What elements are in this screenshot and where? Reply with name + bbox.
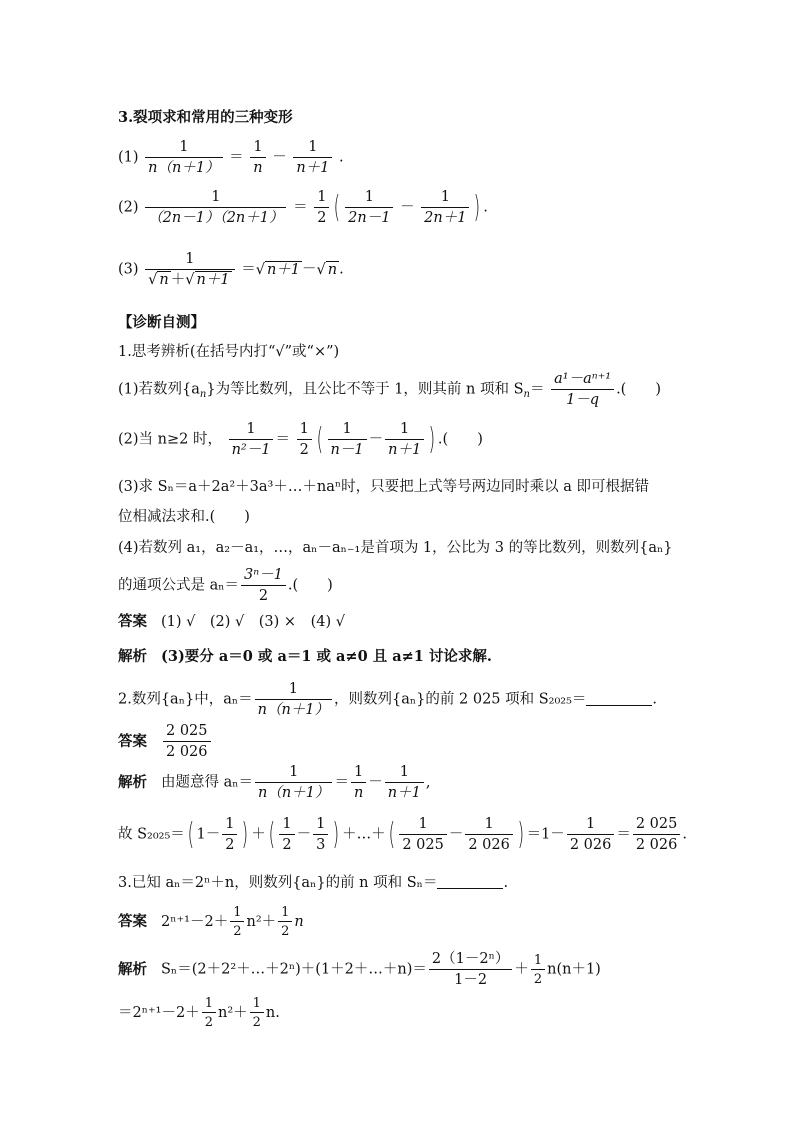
q1-analysis: 解析 (3)要分 a＝0 或 a＝1 或 a≠0 且 a≠1 讨论求解. [118,648,492,665]
q2-question: 2.数列{aₙ}中，aₙ＝ $\frac{1}{n(n+1)}$ ，则数列{aₙ}的前 2 025 项和 S₂₀₂₅＝ . [118,681,658,718]
analysis-label: 解析 [118,648,147,665]
q1-answer [118,615,345,630]
q1-item-4-line-2: 的通项公式是 aₙ＝ $\frac{\text{3ⁿ－1}}{2}$ .( ) [118,567,333,604]
q1-item-4-line-1: (4)若数列 a₁，a₂－a₁，…，aₙ－aₙ₋₁是首项为 1，公比为 3 的等比数列，则数列{aₙ} [118,540,673,556]
formula-3: (3) $\frac{1}{√ n +√ n+1}$ ＝√ n＋1 －√ n . [118,251,344,288]
formula-1: (1) $\frac{1}{n(n+1)}$ ＝ $\frac{1}{n}$ － $\frac{1}{n+1}$ . [118,139,344,176]
q1-item-1: (1)若数列$\{a_n\}$为等比数列，且公比不等于 1，则其前 n 项和 $S_n=$ $\frac{\text{a¹－aⁿ⁺¹}}{1-q}$ .( ) [118,371,661,408]
section-title: 3.裂项求和常用的三种变形 [118,109,293,126]
q3-analysis-line-1: 解析 Sₙ＝(2＋2²＋…＋2ⁿ)＋(1＋2＋…＋n)＝ $\frac{\text{2（1－2ⁿ）}}{1-2}$ ＋ $\frac{1}{2}$ n(n＋1) [118,951,601,988]
answer-blank [437,888,503,889]
answer-value: (1) √ (2) √ (3) × (4) √ [161,614,345,630]
q1-item-3-line-1: (3)求 Sₙ＝a＋2a²＋3a³＋…＋naⁿ时，只要把上式等号两边同时乘以 a 即可根据错 [118,479,649,495]
q3-question: 3.已知 aₙ＝2ⁿ＋n，则数列{aₙ}的前 n 项和 Sₙ＝ . [118,875,509,891]
q1-item-2: (2)当 n≥2 时， $\frac{1}{\text{n²－1}}$ ＝ $\frac{1}{2}$ ( $\frac{1}{n-1}$ － $\frac{1}{n+1}$ ) .( ) [118,421,483,458]
q3-answer: 答案 2ⁿ⁺¹－2＋ $\frac{1}{2}$ n²＋ $\frac{1}{2}$ n [118,905,304,939]
q2-analysis-line-2: 故 S₂₀₂₅＝( 1－ $\frac{1}{2}$ ) ＋( $\frac{1}{2}$ － $\frac{1}{3}$ ) ＋…＋( $\frac{1}{2 025}$ － $\frac{1}{2 026}$ ) ＝1－ $\frac{1}{2 026}$ ＝ $\frac{2 025}{2 026}$ . [118,816,687,853]
answer-blank [586,705,652,706]
answer-label: 答案 [118,613,147,630]
q2-answer: 答案 $\frac{2 025}{2 026}$ [118,724,213,759]
q2-analysis-line-1: 解析 由题意得 aₙ＝ $\frac{1}{n(n+1)}$ ＝ $\frac{1}{n}$ － $\frac{1}{n+1}$ , [118,764,431,801]
formula-label: (1) [118,149,139,166]
formula-2: (2) $\frac{1}{(2n-1)(2n+1)}$ ＝ $\frac{1}{2}$ ( $\frac{1}{2n-1}$ － $\frac{1}{2n+1}$ ) . [118,189,488,226]
q1-item-3-line-2: 位相减法求和.( ) [118,509,250,525]
diagnosis-heading: 【诊断自测】 [118,314,205,331]
q3-analysis-line-2: ＝2ⁿ⁺¹－2＋ $\frac{1}{2}$ n²＋ $\frac{1}{2}$ n. [118,996,280,1030]
q1-title: 1.思考辨析(在括号内打“√”或“×”) [118,344,340,360]
